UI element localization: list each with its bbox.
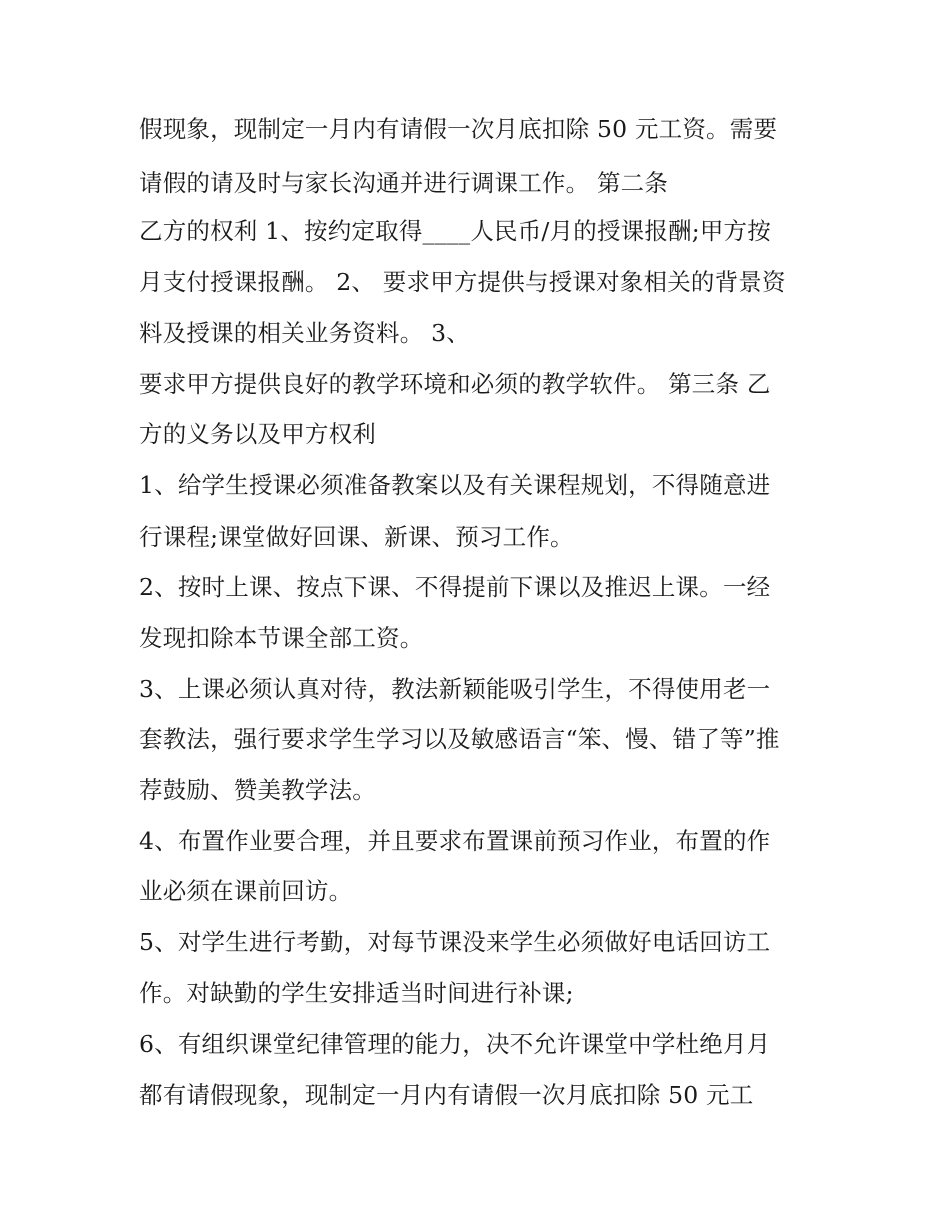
text-line: 作。对缺勤的学生安排适当时间进行补课;: [139, 979, 574, 1007]
text-line: 发现扣除本节课全部工资。: [139, 624, 424, 652]
text-line: 要求甲方提供良好的教学环境和必须的教学软件。 第三条 乙: [139, 370, 771, 398]
text-line: 1、给学生授课必须准备教案以及有关课程规划，不得随意进: [139, 471, 771, 499]
text-line: 方的义务以及甲方权利: [139, 420, 376, 448]
text-line: 5、对学生进行考勤，对每节课没来学生必须做好电话回访工: [139, 928, 771, 956]
text-line: 月支付授课报酬。 2、 要求甲方提供与授课对象相关的背景资: [139, 268, 786, 296]
text-line: 料及授课的相关业务资料。 3、: [139, 319, 470, 347]
text-line: 业必须在课前回访。: [139, 877, 353, 905]
text-line: 2、按时上课、按点下课、不得提前下课以及推迟上课。一经: [139, 573, 771, 601]
text-line: 荐鼓励、赞美教学法。: [139, 776, 376, 804]
text-line: 3、上课必须认真对待，教法新颖能吸引学生，不得使用老一: [139, 675, 771, 703]
text-line: 4、布置作业要合理，并且要求布置课前预习作业，布置的作: [139, 827, 771, 855]
text-line: 行课程;课堂做好回课、新课、预习工作。: [139, 523, 574, 551]
text-line: 6、有组织课堂纪律管理的能力，决不允许课堂中学杜绝月月: [139, 1030, 771, 1058]
text-line: 都有请假现象，现制定一月内有请假一次月底扣除 50 元工: [139, 1081, 754, 1109]
text-line: 套教法，强行要求学生学习以及敏感语言“笨、慢、错了等”推: [139, 725, 780, 753]
text-line: 乙方的权利 1、按约定取得____人民币/月的授课报酬;甲方按: [139, 217, 771, 245]
text-line: 请假的请及时与家长沟通并进行调课工作。 第二条: [139, 169, 669, 197]
text-line: 假现象，现制定一月内有请假一次月底扣除 50 元工资。需要: [139, 115, 778, 143]
